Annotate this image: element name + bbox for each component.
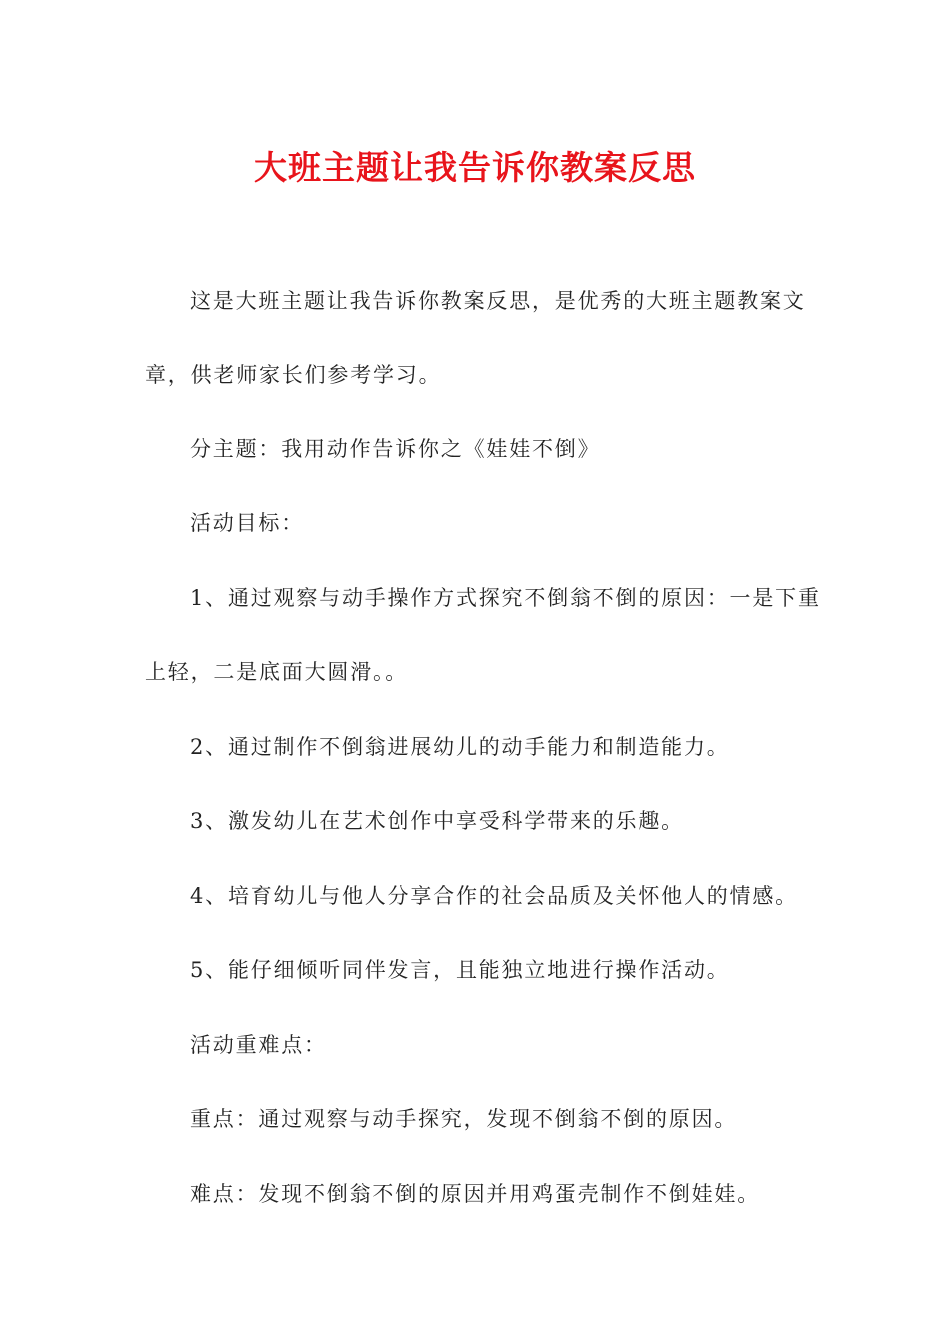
goal-3: 3、激发幼儿在艺术创作中享受科学带来的乐趣。 [190,809,684,833]
goal-2: 2、通过制作不倒翁进展幼儿的动手能力和制造能力。 [190,735,730,759]
difficult-point: 难点：发现不倒翁不倒的原因并用鸡蛋壳制作不倒娃娃。 [190,1182,760,1206]
goal-4: 4、培育幼儿与他人分享合作的社会品质及关怀他人的情感。 [190,884,798,908]
key-point: 重点：通过观察与动手探究，发现不倒翁不倒的原因。 [190,1107,738,1131]
paragraph-intro-line1: 这是大班主题让我告诉你教案反思，是优秀的大班主题教案文 [190,289,806,313]
paragraph-intro-line2: 章，供老师家长们参考学习。 [145,363,442,387]
goal-5: 5、能仔细倾听同伴发言，且能独立地进行操作活动。 [190,958,730,982]
heading-activity-goals: 活动目标： [190,511,304,535]
document-title: 大班主题让我告诉你教案反思 [254,148,696,187]
paragraph-subtheme: 分主题：我用动作告诉你之《娃娃不倒》 [190,437,601,461]
heading-key-difficult-points: 活动重难点： [190,1033,327,1057]
goal-1-line1: 1、通过观察与动手操作方式探究不倒翁不倒的原因：一是下重 [190,586,821,610]
goal-1-line2: 上轻，二是底面大圆滑。。 [145,660,409,684]
